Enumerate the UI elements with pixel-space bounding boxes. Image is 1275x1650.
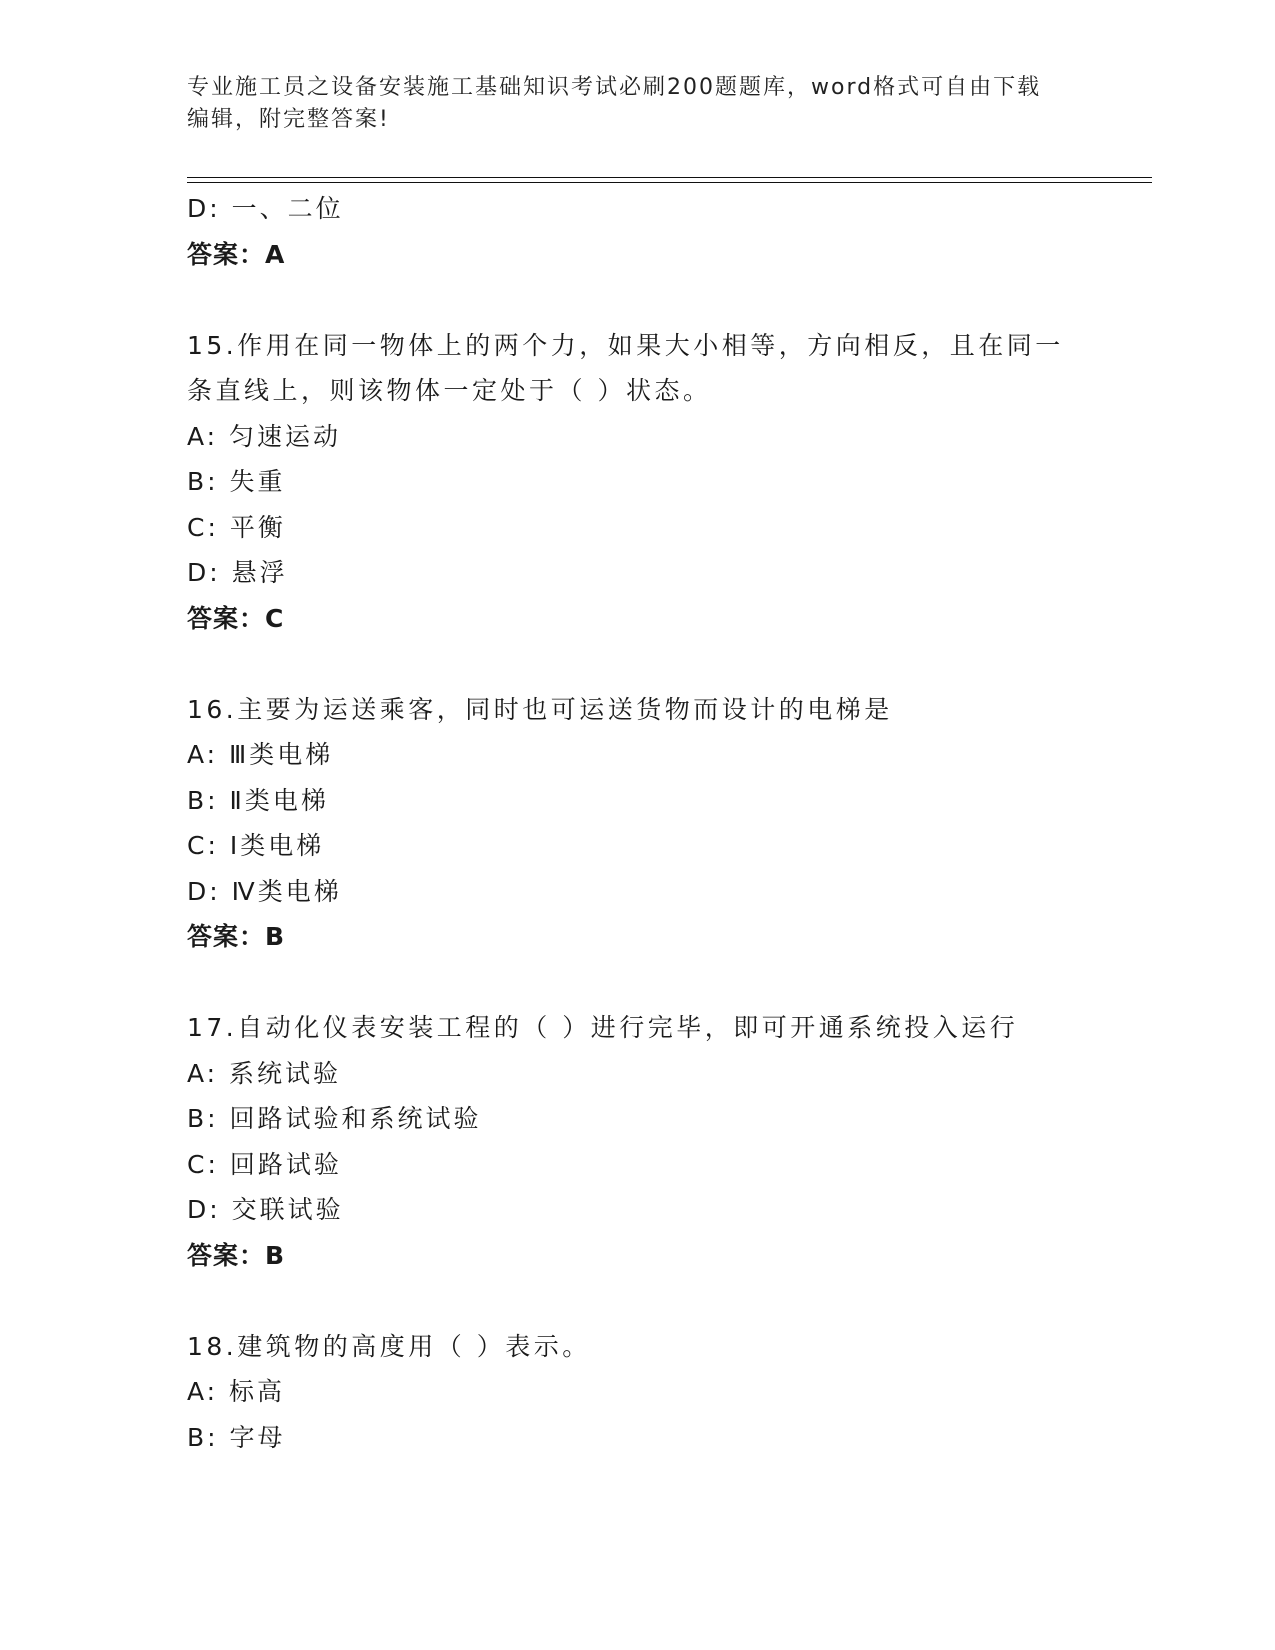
option-b: B: Ⅱ类电梯 bbox=[187, 785, 329, 815]
document-header bbox=[187, 72, 1077, 136]
option-a: A: 系统试验 bbox=[187, 1058, 342, 1088]
option-b: B: 失重 bbox=[187, 467, 286, 496]
option-d: D: 悬浮 bbox=[187, 558, 288, 587]
spacer bbox=[187, 641, 1147, 687]
option-d: D: 交联试验 bbox=[187, 1195, 344, 1224]
question-18 bbox=[187, 1324, 1147, 1461]
question-16 bbox=[187, 687, 1147, 960]
option-c: C: 平衡 bbox=[187, 512, 286, 542]
question-17 bbox=[187, 1005, 1147, 1278]
question-text: 16.主要为运送乘客，同时也可运送货物而设计的电梯是 bbox=[187, 694, 893, 724]
question-15 bbox=[187, 323, 1147, 642]
question-text: 15.作用在同一物体上的两个力，如果大小相等，方向相反，且在同一 bbox=[187, 330, 1064, 360]
header-divider-top bbox=[187, 177, 1152, 178]
question-text: 17.自动化仪表安装工程的（ ）进行完毕，即可开通系统投入运行 bbox=[187, 1013, 1019, 1042]
option-a: A: 匀速运动 bbox=[187, 421, 342, 451]
answer-line: 答案：C bbox=[187, 603, 285, 633]
answer-line: 答案：B bbox=[187, 922, 286, 951]
header-title-line-2: 编辑，附完整答案! bbox=[187, 107, 390, 132]
option-c: C: 回路试验 bbox=[187, 1149, 342, 1179]
answer-line: 答案：A bbox=[187, 239, 286, 269]
option-a: A: 标高 bbox=[187, 1377, 286, 1406]
header-divider-bottom bbox=[187, 182, 1152, 183]
option-a: A: Ⅲ类电梯 bbox=[187, 740, 334, 769]
option-d: D: Ⅳ类电梯 bbox=[187, 876, 342, 906]
option-b: B: 回路试验和系统试验 bbox=[187, 1104, 482, 1133]
option-b: B: 字母 bbox=[187, 1422, 286, 1452]
option-d: D: 一、二位 bbox=[187, 194, 344, 223]
option-c: C: Ⅰ类电梯 bbox=[187, 831, 325, 860]
header-title-line-1: 专业施工员之设备安装施工基础知识考试必刷200题题库，word格式可自由下载 bbox=[187, 75, 1042, 100]
spacer bbox=[187, 1278, 1147, 1324]
question-text: 18.建筑物的高度用（ ）表示。 bbox=[187, 1331, 591, 1361]
answer-line: 答案：B bbox=[187, 1240, 286, 1270]
spacer bbox=[187, 960, 1147, 1006]
spacer bbox=[187, 277, 1147, 323]
question-text-continued: 条直线上，则该物体一定处于（ ）状态。 bbox=[187, 376, 712, 405]
question-list bbox=[187, 186, 1147, 1460]
